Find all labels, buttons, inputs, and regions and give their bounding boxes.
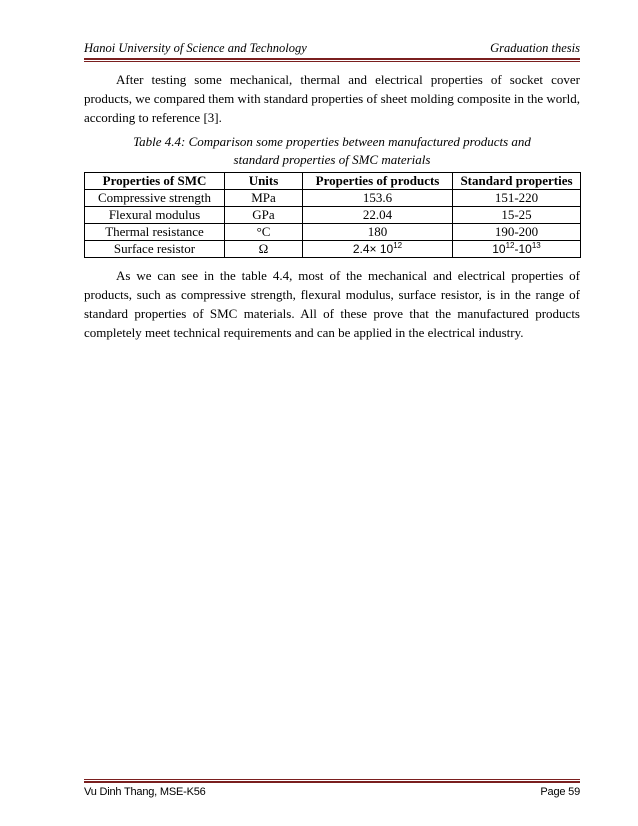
footer-rule [84, 781, 580, 783]
cell-unit: Ω [225, 241, 303, 258]
table-header-row [85, 173, 581, 190]
cell-standard-value: 151-220 [453, 190, 581, 207]
header-standard-properties: Standard properties [453, 173, 581, 190]
cell-unit: GPa [225, 207, 303, 224]
cell-product-value: 180 [303, 224, 453, 241]
page-header [84, 40, 580, 60]
footer-rule-thin [84, 779, 580, 780]
cell-product-value: 22.04 [303, 207, 453, 224]
cell-property: Flexural modulus [85, 207, 225, 224]
conclusion-paragraph: As we can see in the table 4.4, most of the mechanical and electrical properties of products, such as compressive strength, flexural modulus, surface resistor, is in the range of standard properties of SMC materials. All of these prove that the manufactured products completely meet technical requirements and can be applied in the electrical industry. [84, 268, 580, 340]
cell-standard-value: $10^{12}-10^{13}$ [453, 241, 581, 258]
cell-product-value: $2.4\times 10^{12}$ [303, 241, 453, 258]
footer-author: Vu Dinh Thang, MSE-K56 [84, 786, 206, 798]
intro-paragraph: After testing some mechanical, thermal and electrical properties of socket cover products, we compared them with standard properties of sheet molding composite in the world, according to reference [3]. [84, 72, 580, 125]
header-thesis-label: Graduation thesis [490, 41, 580, 55]
cell-property: Compressive strength [85, 190, 225, 207]
footer-page-number: Page 59 [540, 786, 580, 798]
header-properties-of-smc: Properties of SMC [85, 173, 225, 190]
properties-table [84, 172, 581, 258]
table-row [85, 224, 581, 241]
header-units: Units [225, 173, 303, 190]
cell-property: Thermal resistance [85, 224, 225, 241]
table-caption [84, 133, 580, 169]
cell-product-value: 153.6 [303, 190, 453, 207]
cell-unit: °C [225, 224, 303, 241]
header-university: Hanoi University of Science and Technology [84, 41, 307, 55]
cell-standard-value: 15-25 [453, 207, 581, 224]
header-rule [84, 58, 580, 60]
caption-line-2: standard properties of SMC materials [233, 152, 431, 167]
cell-standard-value: 190-200 [453, 224, 581, 241]
header-properties-of-products: Properties of products [303, 173, 453, 190]
table-row [85, 207, 581, 224]
table-row [85, 241, 581, 258]
cell-property: Surface resistor [85, 241, 225, 258]
header-rule-thin [84, 61, 580, 62]
table-row [85, 190, 581, 207]
caption-line-1: Table 4.4: Comparison some properties between manufactured products and [133, 134, 531, 149]
cell-unit: MPa [225, 190, 303, 207]
